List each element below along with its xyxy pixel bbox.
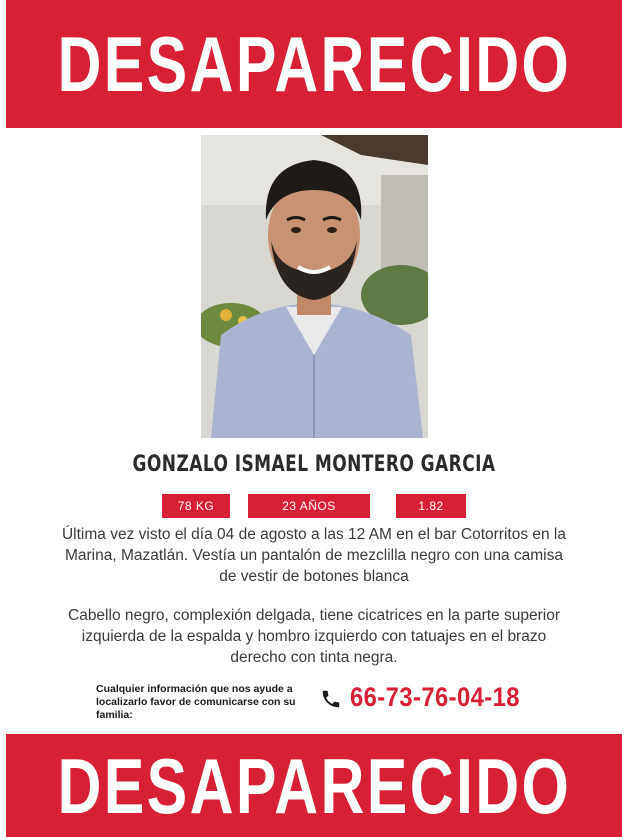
person-photo xyxy=(201,135,428,438)
banner-title: DESAPARECIDO xyxy=(57,20,571,108)
phone-icon xyxy=(320,688,342,710)
stats-row xyxy=(0,494,628,518)
person-photo-illustration xyxy=(201,135,428,438)
footer-title: DESAPARECIDO xyxy=(57,741,571,830)
contact-instructions: Cualquier información que nos ayude a localizarlo favor de comunicarse con su familia: xyxy=(96,683,296,721)
person-name: GONZALO ISMAEL MONTERO GARCIA xyxy=(132,452,496,477)
height-badge: 1.82 xyxy=(396,494,466,518)
phone-number[interactable]: 66-73-76-04-18 xyxy=(350,682,520,712)
last-seen-text: Última vez visto el día 04 de agosto a las 12 AM en el bar Cotorritos en la Marina, Mazatlán. Vestía un pantalón de mezclilla negro con una camisa de vestir de botones blanca xyxy=(61,526,566,585)
age-badge: 23 AÑOS xyxy=(248,494,370,518)
bottom-banner xyxy=(6,734,622,837)
top-banner xyxy=(6,0,622,128)
weight-badge: 78 KG xyxy=(162,494,230,518)
features-text: Cabello negro, complexión delgada, tiene cicatrices en la parte superior izquierda de la espalda y hombro izquierdo con tatuajes en el brazo derecho con tinta negra. xyxy=(68,607,560,666)
